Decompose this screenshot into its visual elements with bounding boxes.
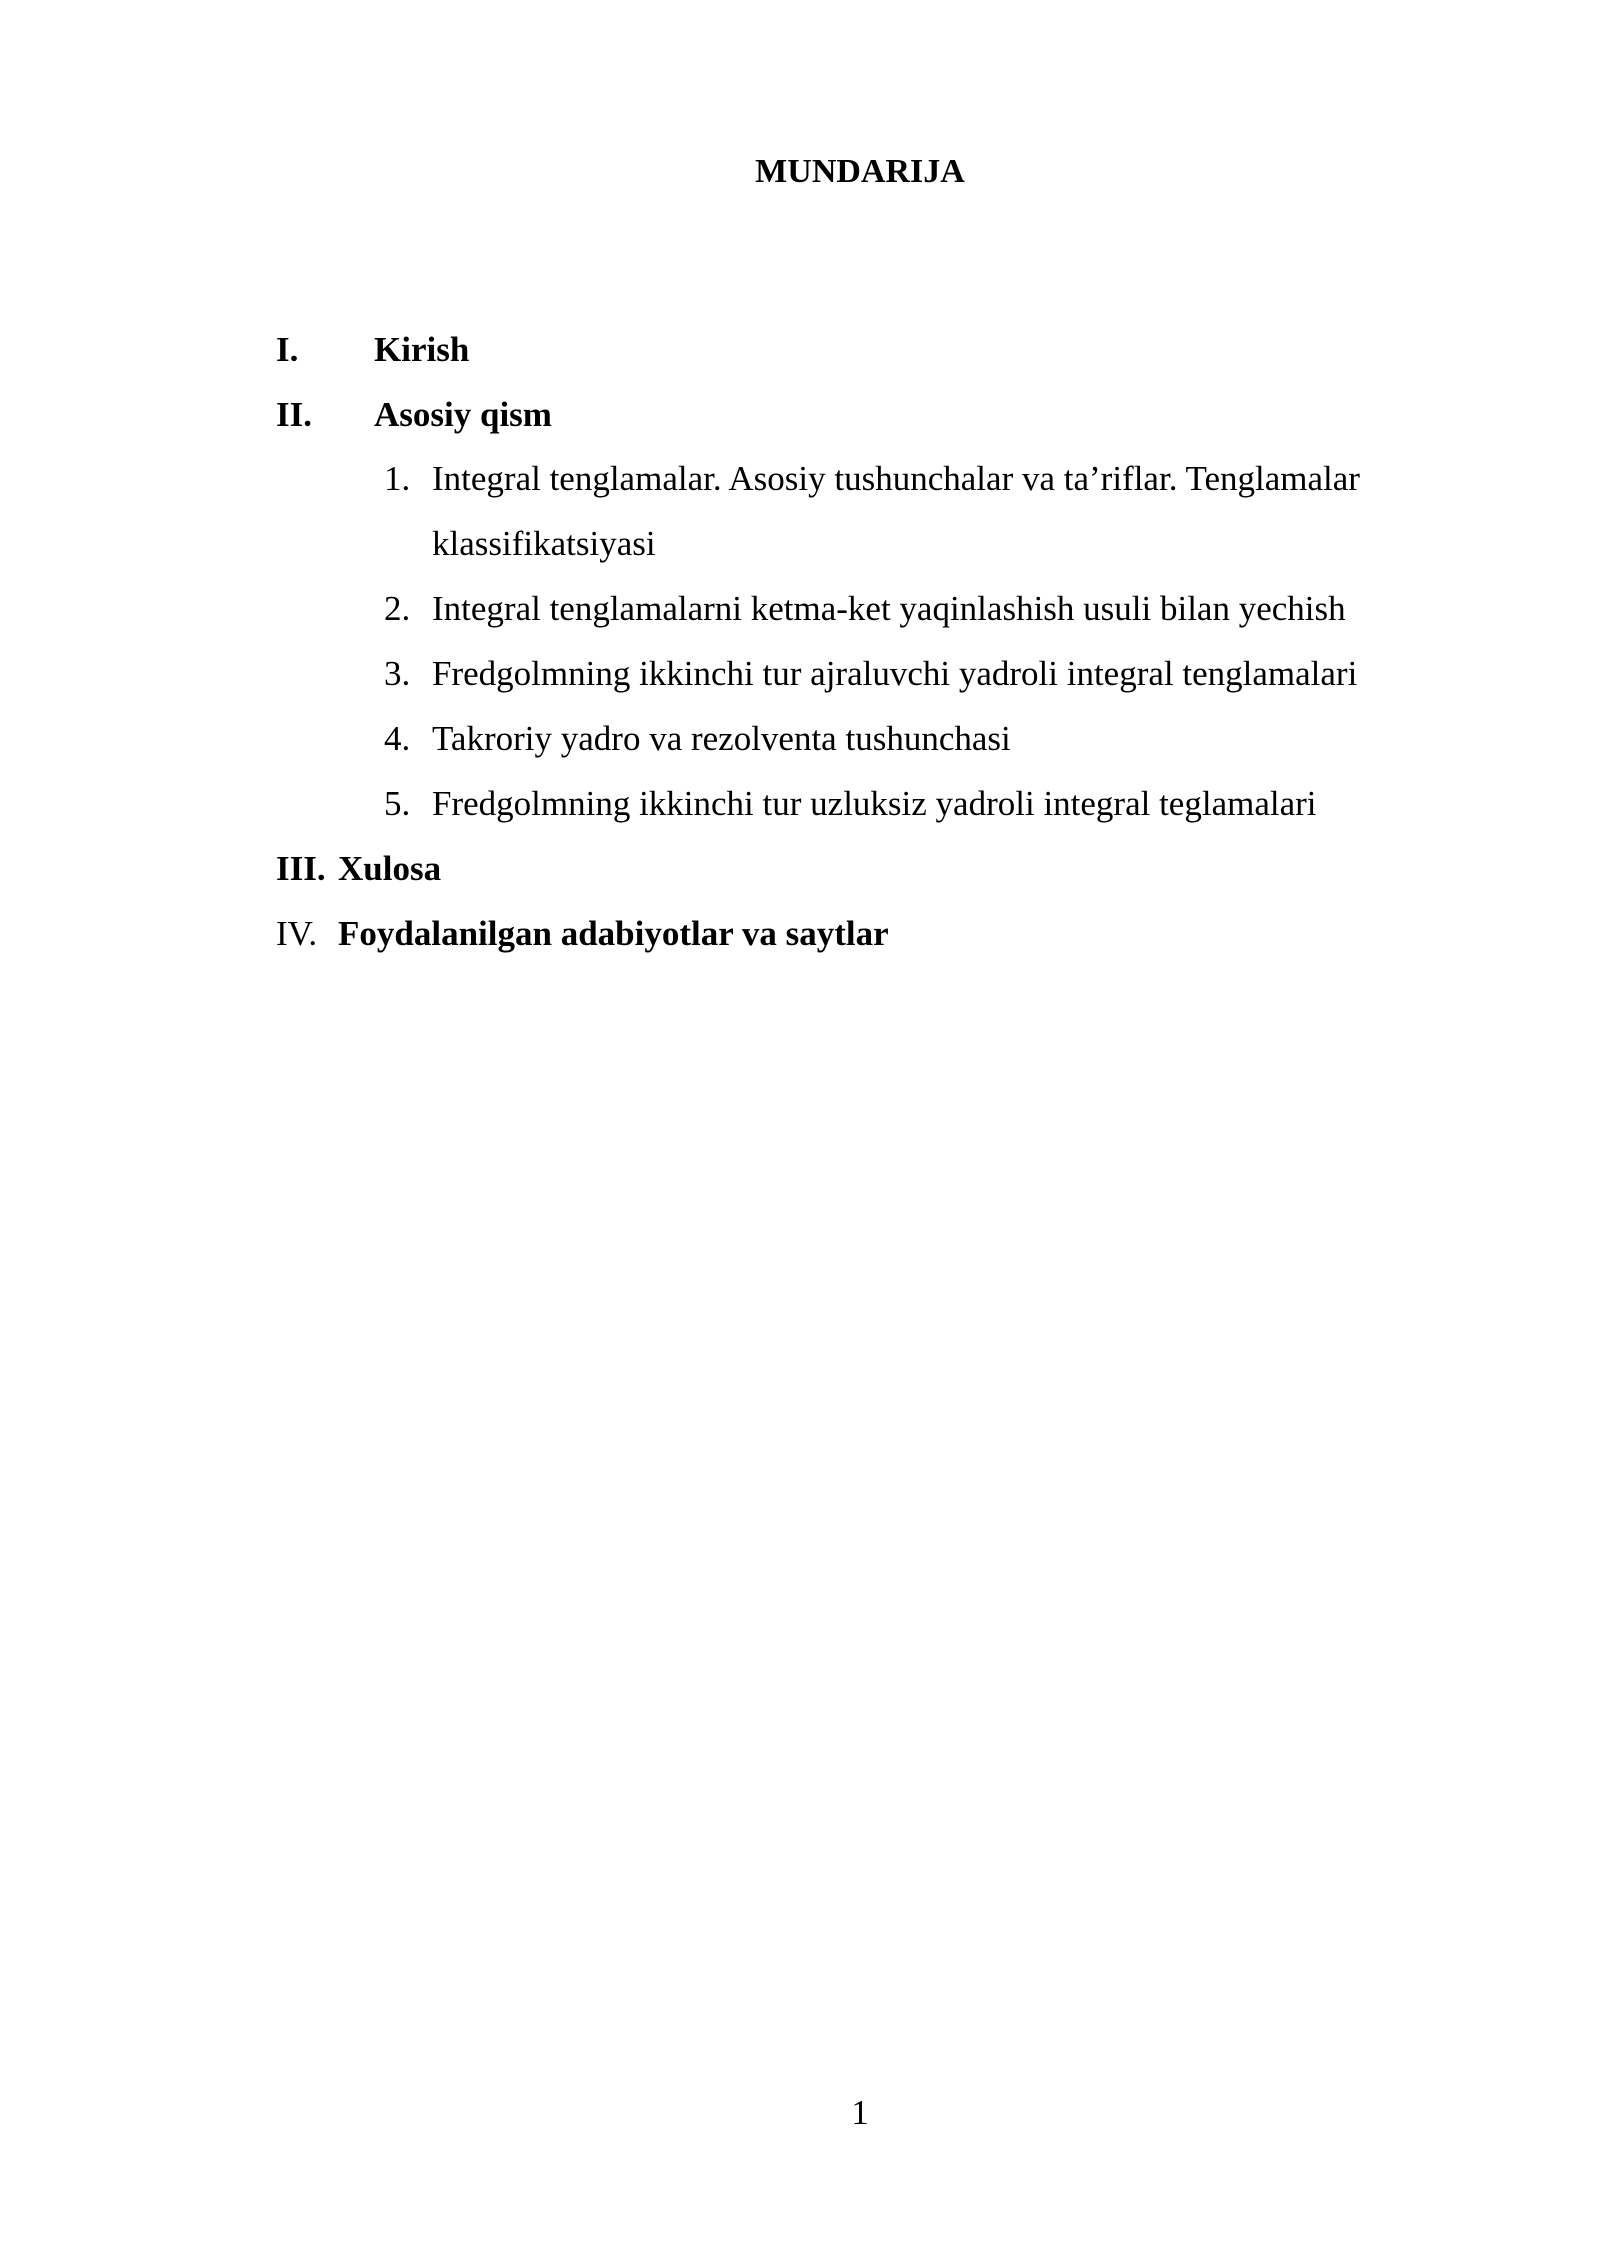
section-numeral-iv: IV. <box>276 914 318 953</box>
page-title: MUNDARIJA <box>755 153 965 190</box>
section-numeral-iii: III. <box>276 849 326 888</box>
section-numeral-ii: II. <box>276 395 312 434</box>
subsection-title-4: Takroriy yadro va rezolventa tushunchasi <box>432 719 1011 758</box>
subsection-title-1-line2: klassifikatsiyasi <box>432 524 656 563</box>
subsection-title-5: Fredgolmning ikkinchi tur uzluksiz yadroli integral teglamalari <box>432 784 1317 823</box>
section-numeral-i: I. <box>276 330 299 369</box>
section-label-foydalanilgan: Foydalanilgan adabiyotlar va saytlar <box>338 914 889 953</box>
subsection-number-4: 4. <box>384 719 411 758</box>
page-number: 1 <box>851 2093 869 2132</box>
section-label-xulosa: Xulosa <box>338 849 442 888</box>
subsection-title-3: Fredgolmning ikkinchi tur ajraluvchi yadroli integral tenglamalari <box>432 654 1358 693</box>
subsection-number-3: 3. <box>384 654 411 693</box>
subsection-number-5: 5. <box>384 784 411 823</box>
subsection-number-2: 2. <box>384 589 411 628</box>
section-label-asosiy-qism: Asosiy qism <box>374 395 552 434</box>
section-label-kirish: Kirish <box>374 330 470 369</box>
subsection-number-1: 1. <box>384 459 411 498</box>
subsection-title-2: Integral tenglamalarni ketma-ket yaqinlashish usuli bilan yechish <box>432 589 1346 628</box>
subsection-title-1-line1: Integral tenglamalar. Asosiy tushunchalar va ta’riflar. Tenglamalar <box>432 459 1360 498</box>
